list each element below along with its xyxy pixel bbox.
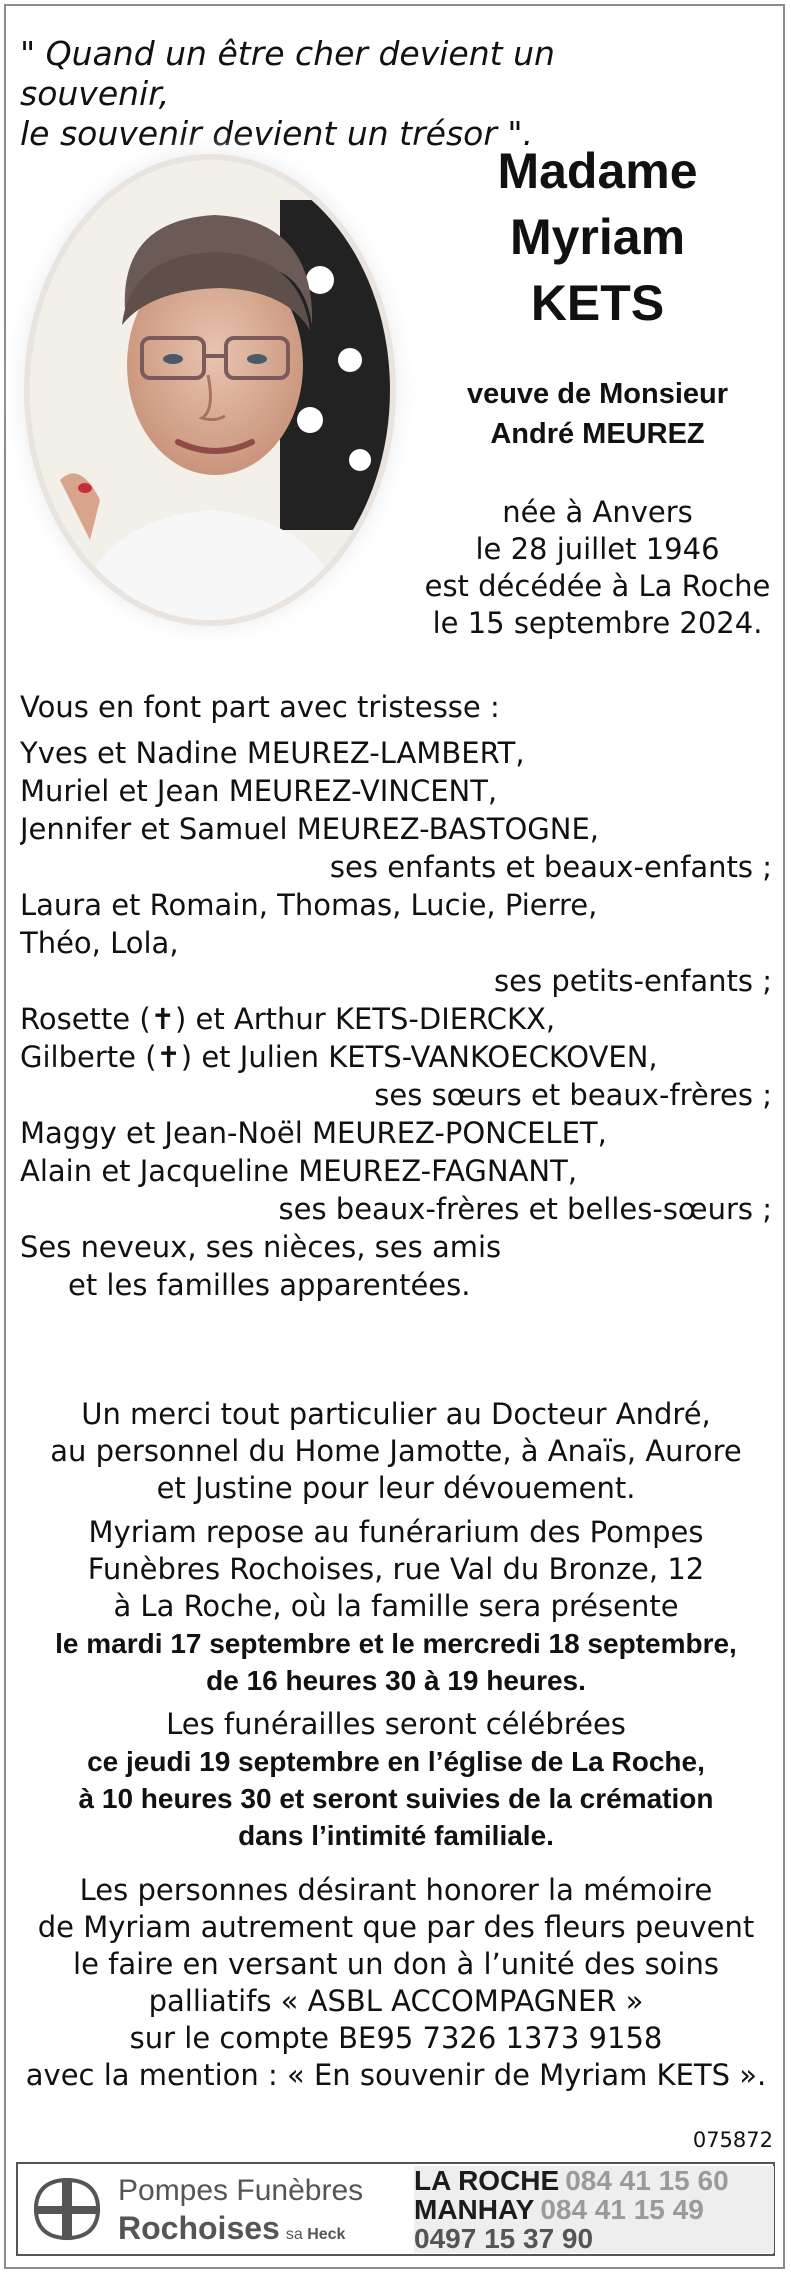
death-date: le 15 septembre 2024. bbox=[432, 606, 763, 640]
family-line: Maggy et Jean-Noël MEUREZ-PONCELET, bbox=[20, 1116, 607, 1150]
brand-heck: Heck bbox=[307, 2226, 346, 2243]
birth-date: le 28 juillet 1946 bbox=[475, 532, 720, 566]
birth-place: née à Anvers bbox=[502, 495, 693, 529]
detail-line: palliatifs « ASBL ACCOMPAGNER » bbox=[148, 1984, 644, 2018]
detail-line-bold: ce jeudi 19 septembre en l’église de La Roche, bbox=[87, 1746, 705, 1777]
name-title: Madame bbox=[497, 143, 698, 199]
quote-line-1: " Quand un être cher devient un souvenir, bbox=[20, 34, 555, 113]
family-line: Rosette (✝) et Arthur KETS-DIERCKX, bbox=[20, 1002, 556, 1036]
relation-label: ses enfants et beaux-enfants ; bbox=[329, 850, 772, 884]
brand-name-line-1: Pompes Funèbres bbox=[118, 2174, 364, 2207]
portrait-illustration bbox=[30, 160, 390, 620]
brand-sa: sa bbox=[285, 2226, 303, 2243]
brand-name-line-2 bbox=[118, 2210, 345, 2247]
death-place: est décédée à La Roche bbox=[424, 569, 771, 603]
name-first: Myriam bbox=[509, 209, 686, 265]
contact-phone[interactable]: 084 41 15 49 bbox=[540, 2194, 704, 2225]
funeral-home-logo-icon bbox=[32, 2176, 102, 2242]
family-line: Muriel et Jean MEUREZ-VINCENT, bbox=[20, 774, 498, 808]
spacer bbox=[20, 726, 772, 734]
family-line: Alain et Jacqueline MEUREZ-FAGNANT, bbox=[20, 1154, 578, 1188]
relation-label: ses sœurs et beaux-frères ; bbox=[374, 1078, 772, 1112]
detail-line-bold: à 10 heures 30 et seront suivies de la crémation bbox=[78, 1783, 714, 1814]
contact-city: LA ROCHE bbox=[414, 2165, 560, 2196]
quote-line-2: le souvenir devient un trésor ". bbox=[20, 114, 534, 153]
contact-city: MANHAY bbox=[414, 2194, 535, 2225]
family-line: Laura et Romain, Thomas, Lucie, Pierre, bbox=[20, 888, 598, 922]
family-line: Jennifer et Samuel MEUREZ-BASTOGNE, bbox=[20, 812, 599, 846]
reference-number: 075872 bbox=[692, 2128, 773, 2152]
detail-line: Funèbres Rochoises, rue Val du Bronze, 12 bbox=[87, 1552, 705, 1586]
detail-line: Myriam repose au funérarium des Pompes bbox=[88, 1515, 704, 1549]
detail-line: sur le compte BE95 7326 1373 9158 bbox=[129, 2021, 663, 2055]
detail-line: le faire en versant un don à l’unité des soins bbox=[73, 1947, 719, 1981]
contact-numbers bbox=[414, 2166, 774, 2253]
detail-line-bold: de 16 heures 30 à 19 heures. bbox=[206, 1665, 586, 1696]
widow-line-2: André MEUREZ bbox=[490, 418, 705, 450]
family-announcement bbox=[20, 688, 772, 1304]
detail-line: avec la mention : « En souvenir de Myriam KETS ». bbox=[25, 2058, 767, 2092]
family-line: Vous en font part avec tristesse : bbox=[20, 690, 500, 724]
epigraph-quote bbox=[20, 34, 680, 154]
portrait-photo bbox=[30, 160, 390, 620]
spacer bbox=[20, 1854, 772, 1872]
spacer bbox=[20, 1507, 772, 1514]
family-line: Théo, Lola, bbox=[20, 926, 179, 960]
contact-row-la-roche bbox=[414, 2166, 774, 2195]
spacer bbox=[20, 1699, 772, 1706]
widow-line-1: veuve de Monsieur bbox=[466, 378, 729, 410]
family-line: et les familles apparentées. bbox=[68, 1268, 471, 1302]
detail-line-bold: le mardi 17 septembre et le mercredi 18 septembre, bbox=[55, 1628, 737, 1659]
detail-line: et Justine pour leur dévouement. bbox=[156, 1471, 636, 1505]
widow-of bbox=[420, 374, 775, 454]
detail-line-bold: dans l’intimité familiale. bbox=[238, 1820, 554, 1851]
brand-rochoises: Rochoises bbox=[118, 2210, 280, 2246]
detail-line: au personnel du Home Jamotte, à Anaïs, Aurore bbox=[50, 1434, 742, 1468]
deceased-name bbox=[420, 138, 775, 336]
relation-label: ses beaux-frères et belles-sœurs ; bbox=[278, 1192, 772, 1226]
family-line: Yves et Nadine MEUREZ-LAMBERT, bbox=[20, 736, 525, 770]
detail-line: à La Roche, où la famille sera présente bbox=[113, 1589, 679, 1623]
contact-row-manhay bbox=[414, 2195, 774, 2224]
relation-label: ses petits-enfants ; bbox=[494, 964, 772, 998]
detail-line: de Myriam autrement que par des fleurs peuvent bbox=[37, 1910, 755, 1944]
birth-death-info bbox=[420, 494, 775, 642]
funeral-home-banner bbox=[16, 2162, 775, 2256]
name-last: KETS bbox=[530, 275, 665, 331]
contact-mobile[interactable]: 0497 15 37 90 bbox=[414, 2223, 594, 2254]
contact-phone[interactable]: 084 41 15 60 bbox=[565, 2165, 729, 2196]
detail-line: Les funérailles seront célébrées bbox=[166, 1707, 626, 1741]
funeral-details bbox=[20, 1396, 772, 2094]
detail-line: Les personnes désirant honorer la mémoire bbox=[79, 1873, 713, 1907]
detail-line: Un merci tout particulier au Docteur André, bbox=[81, 1397, 711, 1431]
family-line: Ses neveux, ses nièces, ses amis bbox=[20, 1230, 502, 1264]
family-line: Gilberte (✝) et Julien KETS-VANKOECKOVEN, bbox=[20, 1040, 658, 1074]
